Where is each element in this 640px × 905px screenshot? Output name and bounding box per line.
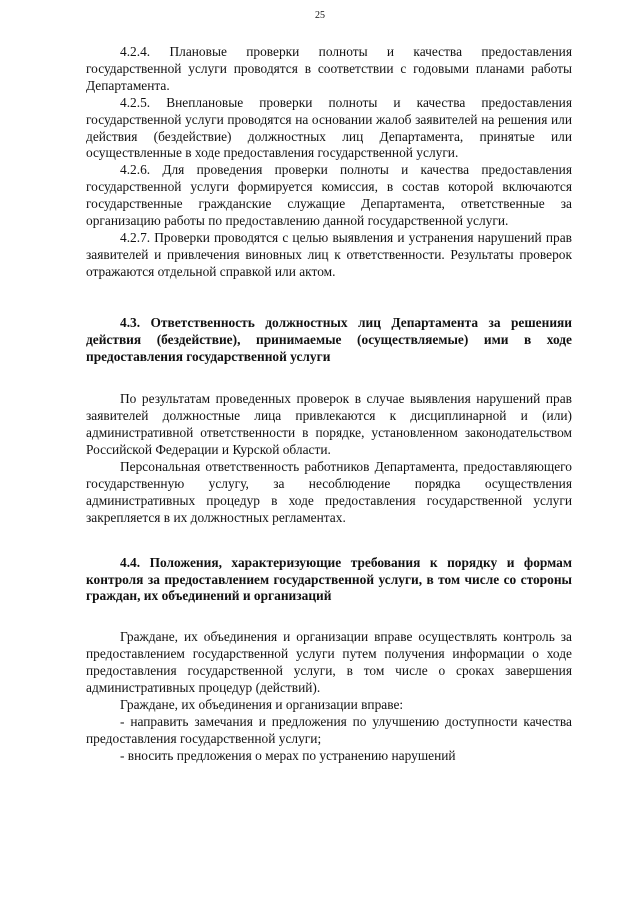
section-heading-4-3: 4.3. Ответственность должностных лиц Департамента за решенияи действия (бездействие), принимаемые (осуществляемые) ими в ходе предоставления государственной услуги xyxy=(86,314,572,364)
paragraph-4-2-4: 4.2.4. Плановые проверки полноты и качества предоставления государственной услуги проводятся в соответствии с годовыми планами работы Департамента. xyxy=(86,44,572,93)
section-heading-4-4: 4.4. Положения, характеризующие требования к порядку и формам контроля за предоставлением государственной услуги, в том числе со стороны граждан, их объединений и организаций xyxy=(86,554,572,604)
paragraph-4-3-2: Персональная ответственность работников Департамента, предоставляющего государственную услугу, за несоблюдение порядка осуществления административных процедур в ходе предоставления государственной услуги закрепляется в их должностных регламентах. xyxy=(86,459,572,525)
paragraph-4-4-2: Граждане, их объединения и организации вправе: xyxy=(120,697,404,712)
document-body xyxy=(86,44,572,765)
paragraph-4-2-6: 4.2.6. Для проведения проверки полноты и качества предоставления государственной услуги формируется комиссия, в состав которой включаются государственные гражданские служащие Департамента, ответственные за организацию работы по предоставлению данной государственной услуги. xyxy=(86,162,572,229)
paragraph-4-4-4: - вносить предложения о мерах по устранению нарушений xyxy=(120,747,456,763)
paragraph-4-4-3: - направить замечания и предложения по улучшению доступности качества предоставления государственной услуги; xyxy=(86,713,572,746)
paragraph-4-4-1: Граждане, их объединения и организации вправе осуществлять контроль за предоставлением государственной услуги путем получения информации о ходе предоставления государственной услуги, в том числе о сроках завершения административных процедур (действий). xyxy=(86,629,572,696)
page-number: 25 xyxy=(315,10,325,21)
paragraph-4-3-1: По результатам проведенных проверок в случае выявления нарушений прав заявителей должностные лица привлекаются к дисциплинарной и (или) административной ответственности в порядке, установленном законодательством Российской Федерации и Курской области. xyxy=(86,391,572,458)
paragraph-4-2-5: 4.2.5. Внеплановые проверки полноты и качества предоставления государственной услуги проводятся на основании жалоб заявителей на решения или действия (бездействие) должностных лиц Департамента, принятые или осуществленные в ходе предоставления государственной услуги. xyxy=(86,94,572,161)
paragraph-4-2-7: 4.2.7. Проверки проводятся с целью выявления и устранения нарушений прав заявителей и привлечения виновных лиц к ответственности. Результаты проверок отражаются отдельной справкой или актом. xyxy=(86,229,572,279)
